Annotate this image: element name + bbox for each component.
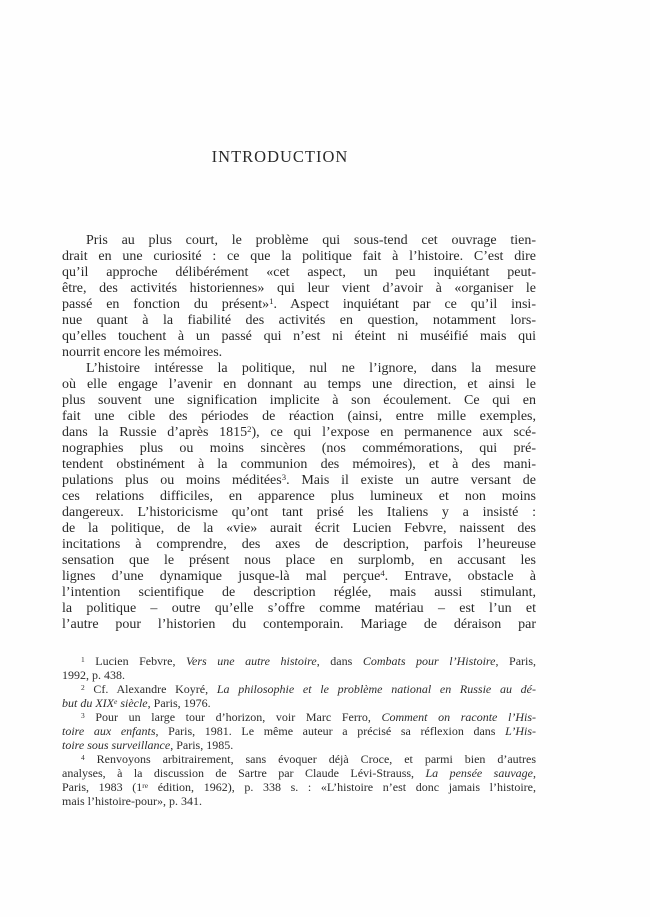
footnote-line xyxy=(62,752,536,766)
text-segment: , Paris, xyxy=(495,654,537,668)
text-segment: l’autre pour l’historien du contemporain. Mariage de déraison par xyxy=(62,617,536,632)
text-segment: Paris, 1983 (1 xyxy=(62,780,143,794)
chapter-title: INTRODUCTION xyxy=(211,147,349,166)
text-segment: ), ce qui l’expose en permanence aux scé- xyxy=(251,425,536,440)
text-segment: , Paris, 1981. Le même auteur a précisé sa réflexion dans xyxy=(155,724,506,738)
text-segment: toire aux enfants xyxy=(62,724,156,738)
text-segment: , Paris, 1985. xyxy=(170,738,234,752)
text-segment: Lucien Febvre, xyxy=(84,654,186,668)
text-segment: , Paris, 1976. xyxy=(147,696,211,710)
text-segment: fait une cible des périodes de réaction (ainsi, entre mille exemples, xyxy=(62,409,536,424)
body-line xyxy=(62,249,536,265)
footnote-line xyxy=(62,780,536,794)
text-segment: , dans xyxy=(316,654,363,668)
text-segment: édition, 1962), p. 338 s. : «L’histoire n’est donc jamais l’histoire, xyxy=(148,780,536,794)
text-segment: incitations à comprendre, des axes de description, parfois l’heureuse xyxy=(62,537,536,552)
body-line xyxy=(62,297,536,313)
footnote-marker: 3 xyxy=(281,472,287,483)
body-line xyxy=(62,425,536,441)
footnote-marker: re xyxy=(142,780,149,790)
text-segment: Pris au plus court, le problème qui sous-tend cet ouvrage tien- xyxy=(86,233,536,248)
body-line xyxy=(62,553,536,569)
footnote-line xyxy=(62,696,536,710)
footnote-marker: e xyxy=(114,696,118,706)
footnote-line xyxy=(62,682,536,696)
body-line xyxy=(62,281,536,297)
text-segment: nue quant à la fiabilité des activités en question, notamment lors- xyxy=(62,313,536,328)
footnote-marker: 4 xyxy=(380,568,385,579)
footnote-marker: 2 xyxy=(81,682,85,692)
text-segment: pulations plus ou moins méditées xyxy=(62,473,282,488)
text-segment: nographies plus ou moins sincères (nos commémorations, qui pré- xyxy=(62,441,536,456)
text-segment: . Mais il existe un autre versant de xyxy=(286,473,537,488)
text-segment: La pensée sauvage xyxy=(425,766,533,780)
text-segment: siècle xyxy=(117,696,148,710)
text-segment: , xyxy=(533,766,536,780)
body-line xyxy=(62,329,536,345)
footnote-line xyxy=(62,738,536,752)
text-segment: Combats pour l’Histoire xyxy=(362,654,496,668)
text-segment: Comment on raconte l’His- xyxy=(381,710,536,724)
footnote-line xyxy=(62,710,536,724)
body-line xyxy=(62,393,536,409)
text-segment: où elle engage l’avenir en donnant au temps une direction, et ainsi le xyxy=(62,377,536,392)
text-segment: qu’il approche délibérément «cet aspect, un peu inquiétant peut- xyxy=(62,265,536,280)
body-line xyxy=(62,505,536,521)
text-segment: toire sous surveillance xyxy=(62,738,171,752)
text-segment: Cf. Alexandre Koyré, xyxy=(84,682,217,696)
footnote-marker: 3 xyxy=(81,710,85,720)
body-text xyxy=(62,233,536,633)
body-line xyxy=(62,377,536,393)
text-segment: Renvoyons arbitrairement, sans évoquer déjà Croce, et parmi bien d’autres xyxy=(84,752,536,766)
text-segment: dangereux. L’historicisme qu’ont tant prisé les Italiens y a insisté : xyxy=(62,505,536,520)
text-segment: sensation que le présent nous place en surplomb, en accusant les xyxy=(62,553,536,568)
body-line xyxy=(62,441,536,457)
text-segment: but du XIX xyxy=(62,696,114,710)
text-segment: l’intention scientifique de description réglée, mais aussi stimulant, xyxy=(62,585,536,600)
text-segment: . Entrave, obstacle à xyxy=(384,569,536,584)
text-segment: plus souvent une signification implicite à son écoulement. Ce qui en xyxy=(62,393,536,408)
text-segment: drait en une curiosité : ce que la politique fait à l’histoire. C’est dire xyxy=(62,249,536,264)
body-line xyxy=(62,409,536,425)
body-line xyxy=(62,489,536,505)
text-segment: La philosophie et le problème national en Russie au dé- xyxy=(216,682,536,696)
text-segment: lignes d’une dynamique jusque-là mal perçue xyxy=(62,569,381,584)
footnote-line xyxy=(62,794,536,808)
footnote-marker: 1 xyxy=(269,296,274,307)
text-segment: la politique – outre qu’elle s’offre comme matériau – est l’un et xyxy=(62,601,536,616)
text-segment: tendent obstinément à la communion des mémoires), et à des mani- xyxy=(62,457,536,472)
body-line xyxy=(62,361,536,377)
body-line xyxy=(62,457,536,473)
text-segment: passé en fonction du présent» xyxy=(62,297,270,312)
footnotes xyxy=(62,654,536,808)
text-segment: mais l’histoire-pour», p. 341. xyxy=(62,794,202,808)
footnote-marker: 4 xyxy=(81,752,85,762)
text-segment: L’His- xyxy=(505,724,536,738)
body-line xyxy=(62,345,536,361)
body-line xyxy=(62,265,536,281)
body-line xyxy=(62,585,536,601)
text-segment: dans la Russie d’après 1815 xyxy=(62,425,248,440)
body-line xyxy=(62,521,536,537)
footnote-marker: 1 xyxy=(81,654,85,664)
text-segment: être, des activités historiennes» qui leur vient d’avoir à «organiser le xyxy=(62,281,536,296)
body-line xyxy=(62,473,536,489)
body-line xyxy=(62,601,536,617)
footnote-line xyxy=(62,724,536,738)
footnote-line xyxy=(62,668,536,682)
text-segment: analyses, à la discussion de Sartre par Claude Lévi-Strauss, xyxy=(62,766,426,780)
body-line xyxy=(62,537,536,553)
body-line xyxy=(62,617,536,633)
text-segment: de la politique, de la «vie» aurait écrit Lucien Febvre, naissent des xyxy=(62,521,536,536)
footnote-marker: 2 xyxy=(247,424,252,435)
text-segment: 1992, p. 438. xyxy=(62,668,125,682)
body-line xyxy=(62,313,536,329)
text-segment: . Aspect inquiétant par ce qu’il insi- xyxy=(273,297,536,312)
text-segment: ces relations difficiles, en apparence plus lumineux et non moins xyxy=(62,489,536,504)
text-segment: Vers une autre histoire xyxy=(186,654,317,668)
text-segment: L’histoire intéresse la politique, nul ne l’ignore, dans la mesure xyxy=(86,361,536,376)
text-segment: qu’elles touchent à un passé qui n’est ni éteint ni muséifié mais qui xyxy=(62,329,536,344)
footnote-line xyxy=(62,654,536,668)
footnote-line xyxy=(62,766,536,780)
body-line xyxy=(62,569,536,585)
text-segment: Pour un large tour d’horizon, voir Marc Ferro, xyxy=(84,710,382,724)
text-segment: nourrit encore les mémoires. xyxy=(62,345,223,360)
body-line xyxy=(62,233,536,249)
